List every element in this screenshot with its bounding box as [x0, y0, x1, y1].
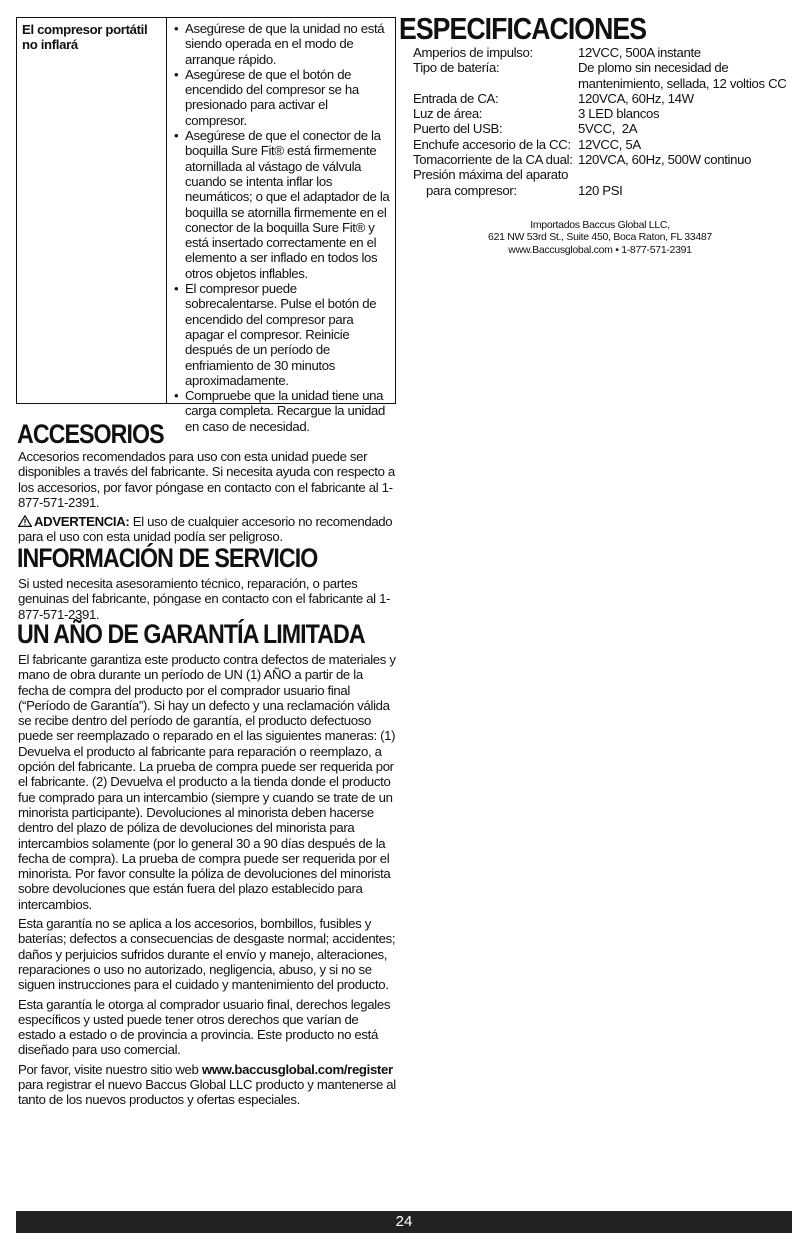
register-link[interactable]: www.baccusglobal.com/register	[201, 1061, 393, 1077]
accesorios-body: Accesorios recomendados para uso con esta unidad puede ser disponibles a través del fabricante. Si necesita ayuda con respecto a los accesorios, por favor póngase en contacto con el fabricante al 1-877-571-2391.	[18, 449, 395, 510]
spec-label: Luz de área:	[413, 106, 483, 122]
solution-item: • Asegúrese de que el conector de la boquilla Sure Fit® está firmemente atornillada al vástago de válvula cuando se intenta inflar los neumáticos; o que el adaptador de la boquilla se atornilla firmemente en el conector de la boquilla Sure Fit® y está insertado correctamente en el elemento a ser inflado en todos los otros objetos inflables.	[174, 128, 391, 281]
accesorios-section	[18, 449, 396, 549]
spec-label: para compresor:	[426, 182, 517, 198]
spec-label: Tipo de batería:	[413, 60, 500, 76]
spec-row	[413, 167, 793, 182]
warning-text: El uso de cualquier accesorio no recomendado para el uso con esta unidad podía ser peligroso.	[18, 514, 393, 545]
importer-contact: www.Baccusglobal.com • 1-877-571-2391	[508, 243, 692, 256]
spec-row	[413, 152, 793, 167]
garantia-paragraph-1: El fabricante garantiza este producto contra defectos de materiales y mano de obra durante un período de UN (1) AÑO a partir de la fecha de compra del producto por el comprador usuario final (“Período de Garantía”). Si hay un defecto y una reclamación válida se recibe dentro del período de garantía, el producto defectuoso puede ser reemplazado o reparado en el las siguientes maneras: (1) Devuelva el producto al fabricante para reparación o reemplazo, a opción del fabricante. La prueba de compra puede ser requerida por el fabricante. (2) Devuelva el producto a la tienda donde el producto fue comprado para un intercambio (siempre y cuando se trate de un minorista participante). Devoluciones al minorista deben hacerse dentro del plazo de póliza de devoluciones del minorista para intercambios solamente (por lo general 30 a 90 días después de la fecha de compra). La prueba de compra puede ser requerida por el minorista. Por favor consulte la póliza de devoluciones del minorista sobre devoluciones que están fuera del plazo establecido para intercambios.	[18, 652, 396, 912]
garantia-section	[18, 652, 396, 1112]
warning-triangle-icon	[18, 515, 32, 527]
solution-item: • Compruebe que la unidad tiene una carga completa. Recargue la unidad en caso de necesidad.	[174, 388, 391, 434]
spec-row	[413, 91, 793, 106]
importer-name: Importados Baccus Global LLC,	[530, 219, 670, 231]
spec-value: 120VCA, 60Hz, 14W	[578, 90, 694, 106]
importer-address: 621 NW 53rd St., Suite 450, Boca Raton, FL 33487	[488, 231, 712, 244]
accesorios-heading: ACCESORIOS	[17, 419, 164, 449]
spec-value: 120 PSI	[578, 182, 623, 198]
specs-table	[413, 45, 793, 198]
spec-row	[413, 60, 793, 91]
spec-label: Amperios de impulso:	[413, 45, 533, 60]
spec-label: Presión máxima del aparato	[413, 167, 569, 183]
spec-row	[413, 45, 793, 60]
spec-label: Enchufe accesorio de la CC:	[413, 136, 571, 152]
spec-value: 5VCC, 2A	[578, 121, 638, 137]
register-pre: Por favor, visite nuestro sitio web	[18, 1061, 202, 1077]
garantia-paragraph-4	[18, 1062, 396, 1108]
spec-value: De plomo sin necesidad de mantenimiento, sellada, 12 voltios CC	[578, 60, 787, 91]
spec-row	[413, 183, 793, 198]
garantia-paragraph-3: Esta garantía le otorga al comprador usuario final, derechos legales específicos y usted puede tener otros derechos que varían de estado a estado o de provincia a provincia. Este producto no está diseñado para uso comercial.	[18, 996, 391, 1058]
spec-value: 12VCC, 5A	[578, 136, 641, 152]
spec-row	[413, 106, 793, 121]
problem-cell: El compresor portátil no inflará	[17, 18, 167, 403]
page-number: 24	[395, 1213, 413, 1230]
servicio-body: Si usted necesita asesoramiento técnico, reparación, o partes genuinas del fabricante, póngase en contacto con el fabricante al 1-877-571-2391.	[18, 576, 391, 622]
garantia-heading: UN AÑO DE GARANTÍA LIMITADA	[17, 619, 365, 649]
spec-label: Puerto del USB:	[413, 121, 503, 137]
spec-row	[413, 121, 793, 136]
spec-value: 3 LED blancos	[578, 106, 660, 122]
solution-item: • Asegúrese de que el botón de encendido del compresor se ha presionado para activar el compresor.	[174, 67, 391, 128]
servicio-heading: INFORMACIÓN DE SERVICIO	[17, 543, 318, 573]
importer-info	[400, 219, 800, 256]
register-post: para registrar el nuevo Baccus Global LLC producto y mantenerse al tanto de los nuevos productos y ofertas especiales.	[18, 1077, 396, 1108]
spec-label: Entrada de CA:	[413, 90, 499, 106]
solutions-cell	[167, 18, 395, 434]
solution-item: • El compresor puede sobrecalentarse. Pulse el botón de encendido del compresor para apagar el compresor. Reinicie después de un período de enfriamiento de 30 minutos aproximadamente.	[174, 281, 391, 388]
solution-item: • Asegúrese de que la unidad no está siendo operada en el modo de arranque rápido.	[174, 21, 391, 67]
spec-value: 120VCA, 60Hz, 500W continuo	[578, 152, 752, 168]
spec-label: Tomacorriente de la CA dual:	[413, 152, 573, 168]
spec-row	[413, 137, 793, 152]
solutions-list	[174, 21, 391, 434]
garantia-paragraph-2: Esta garantía no se aplica a los accesorios, bombillos, fusibles y baterías; defectos a consecuencias de desgaste normal; accidentes; daños y perjuicios sufridos durante el envío y manejo, alteraciones, reparaciones o uso no autorizado, negligencia, abuso, y si no se siguen instrucciones para el cuidado y mantenimiento del producto.	[18, 916, 396, 993]
spec-value: 12VCC, 500A instante	[578, 45, 701, 60]
warning-label: ADVERTENCIA:	[34, 514, 130, 530]
accesorios-warning	[18, 514, 396, 545]
page-footer-bar	[16, 1211, 792, 1233]
especificaciones-heading: ESPECIFICACIONES	[399, 11, 647, 46]
